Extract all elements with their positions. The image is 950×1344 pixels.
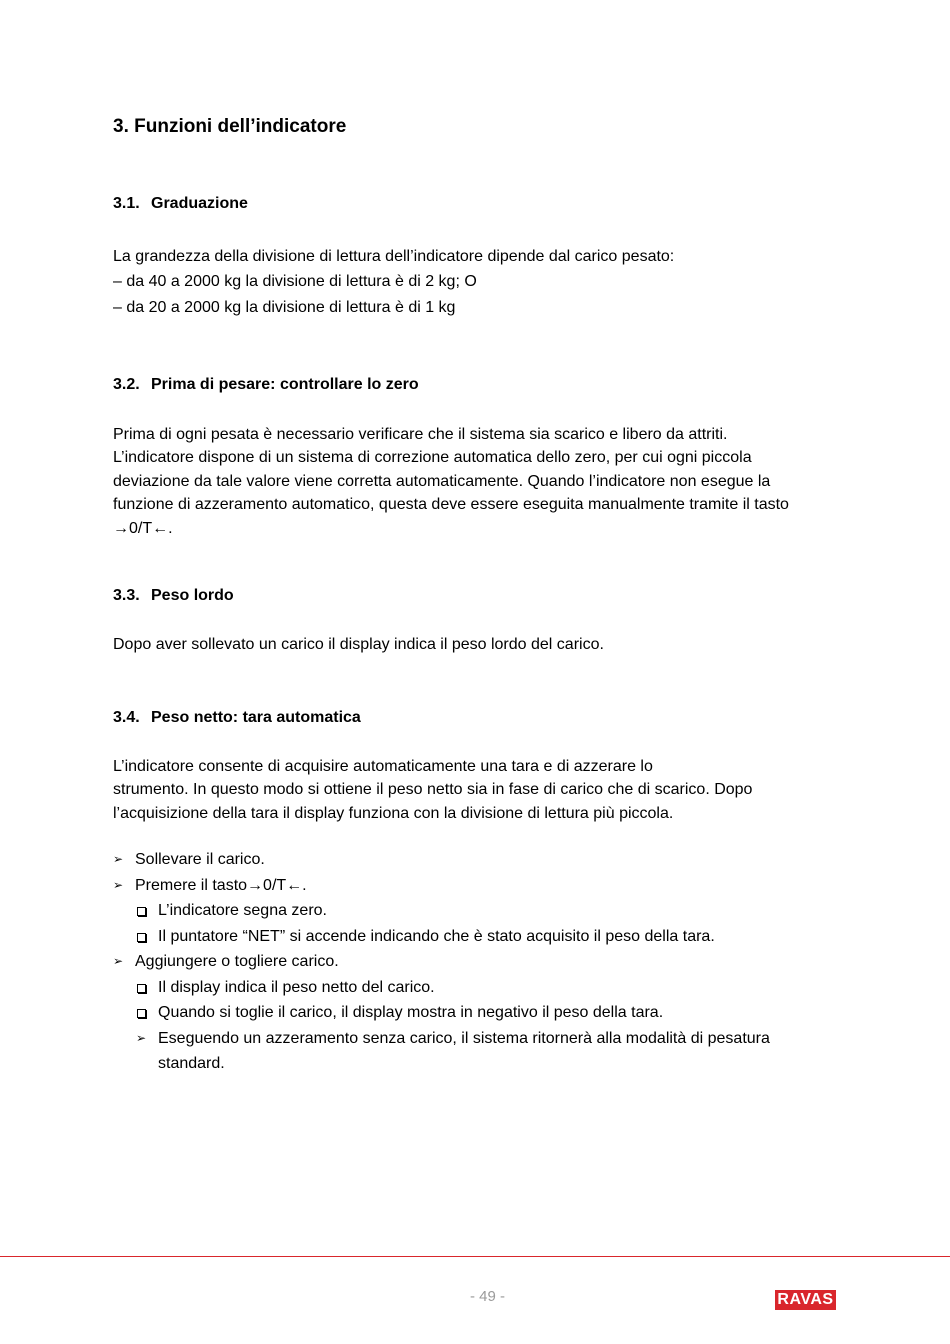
- ravas-logo: RAVAS: [775, 1290, 836, 1310]
- paragraph-line: strumento. In questo modo si ottiene il peso netto sia in fase di carico che di scarico. Dopo: [113, 781, 753, 798]
- section-number: 3.2.: [113, 375, 140, 393]
- footer-divider: [0, 1256, 950, 1257]
- section-number: 3.1.: [113, 195, 140, 212]
- paragraph-line: funzione di azzeramento automatico, questa deve essere eseguita manualmente tramite il tasto: [113, 496, 789, 513]
- section-title: Peso lordo: [151, 587, 234, 604]
- steps-list: [113, 847, 873, 1077]
- paragraph-line: →0/T←.: [113, 519, 173, 537]
- arrowhead-bullet-icon: ➢: [136, 1030, 147, 1045]
- list-item-continuation: standard.: [158, 1055, 225, 1072]
- list-item: ➢ Eseguendo un azzeramento senza carico, il sistema ritornerà alla modalità di pesatura: [113, 1026, 873, 1052]
- paragraph-line: L’indicatore consente di acquisire automaticamente una tara e di azzerare lo: [113, 757, 653, 775]
- paragraph: La grandezza della divisione di lettura dell’indicatore dipende dal carico pesato:: [113, 248, 675, 265]
- square-bullet-icon: [137, 984, 146, 993]
- page-content: [113, 113, 873, 1077]
- page-number: - 49 -: [469, 1288, 505, 1305]
- section-heading-3-4: [113, 707, 873, 729]
- arrowhead-bullet-icon: ➢: [113, 852, 124, 866]
- chapter-title: 3. Funzioni dell’indicatore: [113, 116, 347, 137]
- list-item: L’indicatore segna zero.: [113, 898, 873, 924]
- square-bullet-icon: [137, 933, 146, 942]
- arrowhead-bullet-icon: ➢: [113, 877, 124, 892]
- section-heading-3-2: [113, 374, 873, 396]
- paragraph-line: l’acquisizione della tara il display funziona con la divisione di lettura più piccola.: [113, 804, 674, 822]
- list-item: ➢ Sollevare il carico.: [113, 847, 873, 873]
- list-item: Il display indica il peso netto del carico.: [113, 975, 873, 1001]
- section-heading-3-1: [113, 193, 873, 215]
- section-heading-3-3: [113, 585, 873, 607]
- paragraph-line: deviazione da tale valore viene corretta automaticamente. Quando l’indicatore non esegue la: [113, 472, 771, 490]
- dash-item: – da 20 a 2000 kg la divisione di lettura è di 1 kg: [113, 299, 456, 316]
- square-bullet-icon: [137, 1009, 146, 1018]
- section-title: Graduazione: [151, 195, 248, 212]
- paragraph-line: Dopo aver sollevato un carico il display indica il peso lordo del carico.: [113, 636, 604, 653]
- section-title: Prima di pesare: controllare lo zero: [151, 375, 419, 393]
- paragraph-line: L’indicatore dispone di un sistema di correzione automatica dello zero, per cui ogni piccola: [113, 449, 752, 466]
- list-item: ➢ Premere il tasto→0/T←.: [113, 873, 873, 899]
- list-item: Quando si toglie il carico, il display mostra in negativo il peso della tara.: [113, 1000, 873, 1026]
- list-item: ➢ Aggiungere o togliere carico.: [113, 949, 873, 975]
- square-bullet-icon: [137, 907, 146, 916]
- dash-item: – da 40 a 2000 kg la divisione di lettura è di 2 kg; O: [113, 272, 477, 290]
- section-title: Peso netto: tara automatica: [151, 708, 361, 726]
- paragraph-line: Prima di ogni pesata è necessario verificare che il sistema sia scarico e libero da attriti.: [113, 425, 728, 443]
- section-number: 3.4.: [113, 708, 140, 726]
- section-number: 3.3.: [113, 587, 140, 604]
- arrowhead-bullet-icon: ➢: [113, 954, 124, 968]
- list-item: Il puntatore “NET” si accende indicando che è stato acquisito il peso della tara.: [113, 924, 873, 950]
